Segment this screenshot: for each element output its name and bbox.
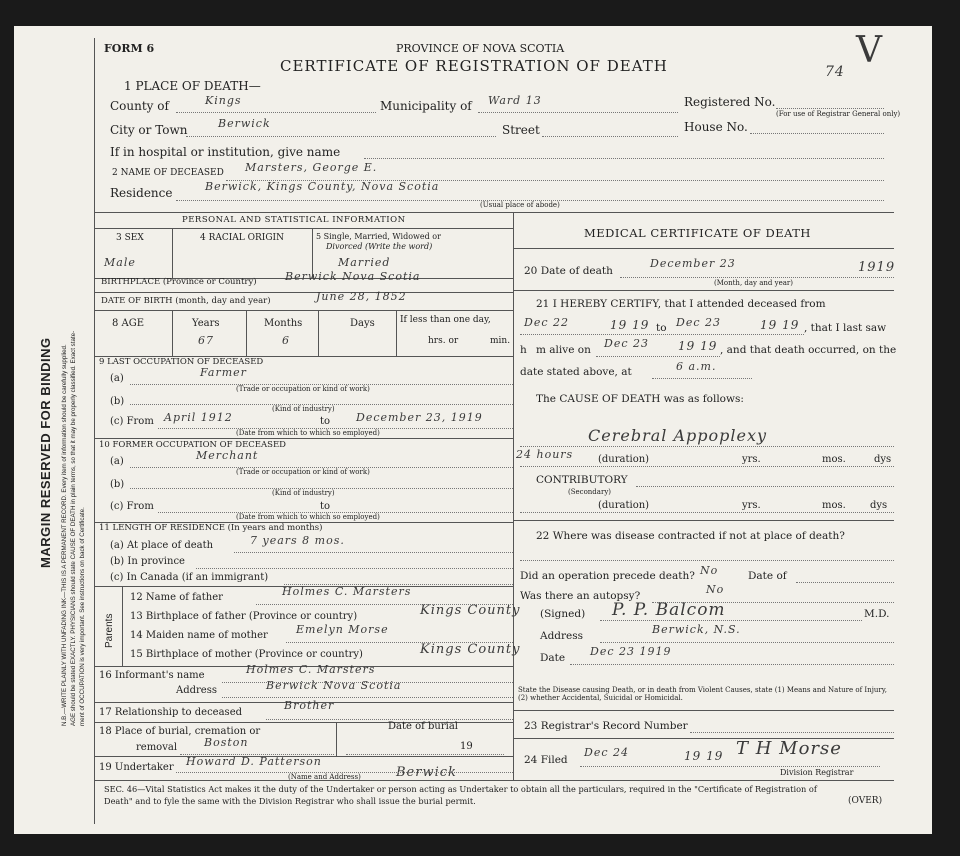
cert-date-line <box>570 664 894 665</box>
note-rule <box>513 710 894 711</box>
attended-line <box>520 334 804 335</box>
certificate-title: CERTIFICATE OF REGISTRATION OF DEATH <box>280 57 668 75</box>
alive-label-2: m alive on <box>536 344 591 356</box>
age-col-2 <box>246 310 247 356</box>
marital-value: Married <box>338 256 391 269</box>
marital-label-2: Divorced (Write the word) <box>326 242 433 251</box>
duration-yrs: yrs. <box>742 454 761 465</box>
sex-divider <box>172 228 173 278</box>
last-occupation-label: 9 LAST OCCUPATION OF DECEASED <box>99 357 264 367</box>
duration-value: 24 hours <box>516 448 574 461</box>
municipality-line <box>478 112 678 113</box>
form-bottom-border <box>94 780 894 781</box>
death-date-label: 20 Date of death <box>524 265 613 277</box>
residence-value: Berwick, Kings County, Nova Scotia <box>205 180 440 193</box>
burial-date-label: Date of burial <box>388 721 458 732</box>
registered-no-line <box>776 108 884 109</box>
duration-label-2: (duration) <box>598 500 650 511</box>
undertaker-town: Berwick <box>396 765 457 780</box>
burial-date-divider <box>336 722 337 756</box>
res-province-line <box>196 568 513 569</box>
undertaker-value: Howard D. Patterson <box>186 755 322 768</box>
autopsy-value: No <box>706 583 725 596</box>
father-birth-value: Kings County <box>420 603 521 618</box>
section-divider <box>94 212 894 213</box>
former-occupation-value: Merchant <box>196 449 259 462</box>
occ-from-value: April 1912 <box>164 411 233 424</box>
occ-to-value: December 23, 1919 <box>356 411 483 424</box>
attended-to-label: to <box>656 322 667 334</box>
informant-label: 16 Informant's name <box>99 670 205 681</box>
min-label: min. <box>490 336 511 346</box>
months-label: Months <box>264 318 303 329</box>
time-line <box>652 378 752 379</box>
certificate-number: 74 <box>825 64 845 80</box>
dob-label: DATE OF BIRTH (month, day and year) <box>101 296 271 306</box>
column-divider <box>513 212 514 780</box>
res-province-label: (b) In province <box>110 556 185 567</box>
undertaker-note: (Name and Address) <box>288 773 361 781</box>
operation-line <box>796 582 894 583</box>
margin-note-3: ment of OCCUPATION is very important. See instructions on back of Certificate. <box>79 507 86 726</box>
hrs-label: hrs. or <box>428 336 459 346</box>
attended-to-year: 19 19 <box>760 318 800 332</box>
former-occupation-label: 10 FORMER OCCUPATION OF DECEASED <box>99 440 286 450</box>
hospital-label: If in hospital or institution, give name <box>110 145 341 159</box>
record-number-line <box>690 732 894 733</box>
med-address-line <box>600 642 894 643</box>
marital-label-1: 5 Single, Married, Widowed or <box>316 232 441 241</box>
margin-note-1: N.B.—WRITE PLAINLY WITH UNFADING INK—THIS IS A PERMANENT RECORD. Every item of information should be carefully supplied. <box>61 344 68 726</box>
relationship-line <box>266 719 513 720</box>
occ-rule <box>94 438 513 439</box>
cause-label: The CAUSE OF DEATH was as follows: <box>536 393 744 405</box>
form-left-border <box>94 38 95 824</box>
cert-date-label: Date <box>540 652 566 664</box>
county-line <box>176 112 376 113</box>
attended-from-value: Dec 22 <box>524 316 569 329</box>
street-label: Street <box>502 123 540 137</box>
contributory-line <box>636 486 894 487</box>
informant-address-value: Berwick Nova Scotia <box>266 679 402 692</box>
hospital-line <box>364 158 884 159</box>
deceased-name-value: Marsters, George E. <box>245 161 378 174</box>
municipality-label: Municipality of <box>380 99 472 113</box>
former-b-label: (b) <box>110 479 125 490</box>
informant-address-line <box>222 697 513 698</box>
county-label: County of <box>110 99 169 113</box>
margin-title: MARGIN RESERVED FOR BINDING <box>38 337 53 568</box>
county-value: Kings <box>205 94 242 107</box>
birthplace-rule <box>94 292 513 293</box>
signed-line <box>600 620 862 621</box>
division-registrar-label: Division Registrar <box>780 768 854 777</box>
age-col-3 <box>318 310 319 356</box>
form-number: FORM 6 <box>104 42 155 55</box>
house-no-line <box>750 133 884 134</box>
margin-note-2: AGE should be stated EXACTLY. PHYSICIANS should state CAUSE OF DEATH in plain terms, so that it may be properly classified. Exact state- <box>70 330 77 726</box>
burial-year-label: 19 <box>460 741 473 752</box>
burial-place-label-2: removal <box>136 742 178 753</box>
former-to-label: to <box>320 501 331 512</box>
birthplace-value: Berwick Nova Scotia <box>285 270 421 283</box>
father-label: 12 Name of father <box>130 592 223 603</box>
registered-no-label: Registered No. <box>684 95 776 109</box>
municipality-value: Ward 13 <box>488 94 542 107</box>
attended-from-year: 19 19 <box>610 318 650 332</box>
alive-label-3: , and that death occurred, on the <box>720 344 897 356</box>
age-col-4 <box>396 310 397 356</box>
occ-to-label: to <box>320 416 331 427</box>
city-value: Berwick <box>218 117 271 130</box>
attended-to-value: Dec 23 <box>676 316 721 329</box>
binding-margin <box>14 26 94 834</box>
cause-line <box>520 446 894 447</box>
burial-place-value: Boston <box>204 736 249 749</box>
relationship-value: Brother <box>284 699 335 712</box>
informant-value: Holmes C. Marsters <box>246 663 376 676</box>
province-heading: PROVINCE OF NOVA SCOTIA <box>396 42 565 55</box>
footer-sec-46-2: Death" and to fyle the same with the Division Registrar who shall issue the burial permit. <box>104 796 476 806</box>
alive-date-year: 19 19 <box>678 339 718 353</box>
contracted-label: 22 Where was disease contracted if not at place of death? <box>536 530 845 542</box>
racial-origin-label: 4 RACIAL ORIGIN <box>200 233 284 243</box>
duration-dys: dys <box>874 454 892 465</box>
operation-date-label: Date of <box>748 570 787 582</box>
age-col-1 <box>172 310 173 356</box>
industry-note-2: (Kind of industry) <box>272 489 335 497</box>
footer-over: (OVER) <box>848 796 883 806</box>
filed-value: Dec 24 <box>584 746 629 759</box>
place-of-death-label: 1 PLACE OF DEATH— <box>124 79 261 93</box>
mother-birth-value: Kings County <box>420 642 521 657</box>
dob-rule <box>94 310 513 311</box>
mother-label: 14 Maiden name of mother <box>130 630 268 641</box>
personal-title-rule <box>94 228 513 229</box>
duration-line <box>520 466 894 467</box>
duration-label: (duration) <box>598 454 650 465</box>
less-than-day-label: If less than one day, <box>400 315 491 325</box>
industry-note-1: (Kind of industry) <box>272 405 335 413</box>
mother-value: Emelyn Morse <box>296 623 389 636</box>
deceased-name-label: 2 NAME OF DECEASED <box>112 168 224 178</box>
duration-yrs-2: yrs. <box>742 500 761 511</box>
contracted-line <box>520 560 894 561</box>
footer-sec-46: SEC. 46—Vital Statistics Act makes it the duty of the Undertaker or person acting as Undertaker to obtain all the particulars, required in the "Certificate of Registration of <box>104 784 817 794</box>
occ-b-label: (b) <box>110 396 125 407</box>
cert-date-value: Dec 23 1919 <box>590 645 672 658</box>
occ-from-label: (c) From <box>110 416 154 427</box>
alive-date-value: Dec 23 <box>604 337 649 350</box>
filed-year: 19 19 <box>684 749 724 763</box>
age-months-value: 6 <box>282 334 290 347</box>
duration-dys-2: dys <box>870 500 888 511</box>
residence-label: Residence <box>110 186 173 200</box>
duration-mos: mos. <box>822 454 846 465</box>
certify-label: 21 I HEREBY CERTIFY, that I attended deceased from <box>536 298 826 310</box>
street-line <box>542 136 678 137</box>
cause-value: Cerebral Appoplexy <box>588 426 768 445</box>
informant-address-label: Address <box>176 685 217 696</box>
contributory-rule <box>513 520 894 521</box>
personal-section-title: PERSONAL AND STATISTICAL INFORMATION <box>182 215 406 225</box>
former-from-label: (c) From <box>110 501 154 512</box>
res-canada-label: (c) In Canada (if an immigrant) <box>110 572 269 583</box>
trade-note-1: (Trade or occupation or kind of work) <box>236 385 370 393</box>
medical-title: MEDICAL CERTIFICATE OF DEATH <box>584 226 811 240</box>
alive-label-1: h <box>520 344 527 356</box>
res-place-label: (a) At place of death <box>110 540 214 551</box>
house-no-label: House No. <box>684 120 748 134</box>
duration-mos-2: mos. <box>822 500 846 511</box>
signed-value: P. P. Balcom <box>612 600 726 620</box>
sex-label: 3 SEX <box>116 233 144 243</box>
contributory-label: CONTRIBUTORY <box>536 474 628 486</box>
burial-date-line <box>346 754 504 755</box>
occ-a-label: (a) <box>110 373 124 384</box>
burial-place-label-1: 18 Place of burial, cremation or <box>99 726 261 737</box>
death-date-rule <box>513 290 894 291</box>
city-label: City or Town <box>110 123 188 137</box>
trade-note-2: (Trade or occupation or kind of work) <box>236 468 370 476</box>
death-date-line <box>620 277 894 278</box>
autopsy-label: Was there an autopsy? <box>520 590 641 602</box>
med-address-label: Address <box>540 630 584 642</box>
sex-value: Male <box>104 256 136 269</box>
parents-box-divider <box>122 586 123 666</box>
father-value: Holmes C. Marsters <box>282 585 412 598</box>
check-mark: V <box>856 30 883 71</box>
time-value: 6 a.m. <box>676 360 717 373</box>
days-label: Days <box>350 318 375 329</box>
last-saw-label: , that I last saw <box>804 322 887 334</box>
residence-length-label: 11 LENGTH OF RESIDENCE (In years and months) <box>99 523 323 533</box>
med-address-value: Berwick, N.S. <box>652 623 741 636</box>
res-place-line <box>234 552 513 553</box>
operation-label: Did an operation precede death? <box>520 570 695 582</box>
father-birth-label: 13 Birthplace of father (Province or country) <box>130 611 358 622</box>
death-date-note: (Month, day and year) <box>714 279 793 287</box>
record-number-label: 23 Registrar's Record Number <box>524 720 688 732</box>
md-label: M.D. <box>864 608 890 620</box>
duration-line-2 <box>520 512 894 513</box>
age-years-value: 67 <box>198 334 214 347</box>
age-label: 8 AGE <box>112 318 145 329</box>
dob-value: June 28, 1852 <box>316 290 407 303</box>
registrar-signature: T H Morse <box>736 738 842 759</box>
employed-note-2: (Date from which to which so employed) <box>236 513 380 521</box>
stated-label: date stated above, at <box>520 366 632 378</box>
last-occupation-value: Farmer <box>200 366 247 379</box>
undertaker-label: 19 Undertaker <box>99 762 174 773</box>
residence-note: (Usual place of abode) <box>480 201 560 209</box>
city-line <box>186 136 496 137</box>
filed-label: 24 Filed <box>524 754 568 766</box>
death-date-year: 1919 <box>858 260 896 275</box>
operation-value: No <box>700 564 719 577</box>
medical-title-rule <box>513 248 894 249</box>
violent-causes-note-1: State the Disease causing Death, or in death from Violent Causes, state (1) Means and Nature of Injury, (2) whether Accidental, Suicidal or Homicidal. <box>518 686 887 702</box>
signed-label: (Signed) <box>540 608 586 620</box>
relationship-label: 17 Relationship to deceased <box>99 707 243 718</box>
years-label: Years <box>192 318 220 329</box>
birthplace-label: BIRTHPLACE (Province or Country) <box>101 277 257 287</box>
alive-line <box>596 356 720 357</box>
employed-note-1: (Date from which to which so employed) <box>236 429 380 437</box>
parents-side-label: Parents <box>104 613 115 648</box>
former-a-label: (a) <box>110 456 124 467</box>
mother-birth-label: 15 Birthplace of mother (Province or country) <box>130 649 363 660</box>
registered-no-note: (For use of Registrar General only) <box>776 110 901 118</box>
death-date-value: December 23 <box>650 257 736 270</box>
secondary-note: (Secondary) <box>568 488 611 496</box>
res-place-value: 7 years 8 mos. <box>250 534 345 547</box>
filed-line <box>580 766 880 767</box>
